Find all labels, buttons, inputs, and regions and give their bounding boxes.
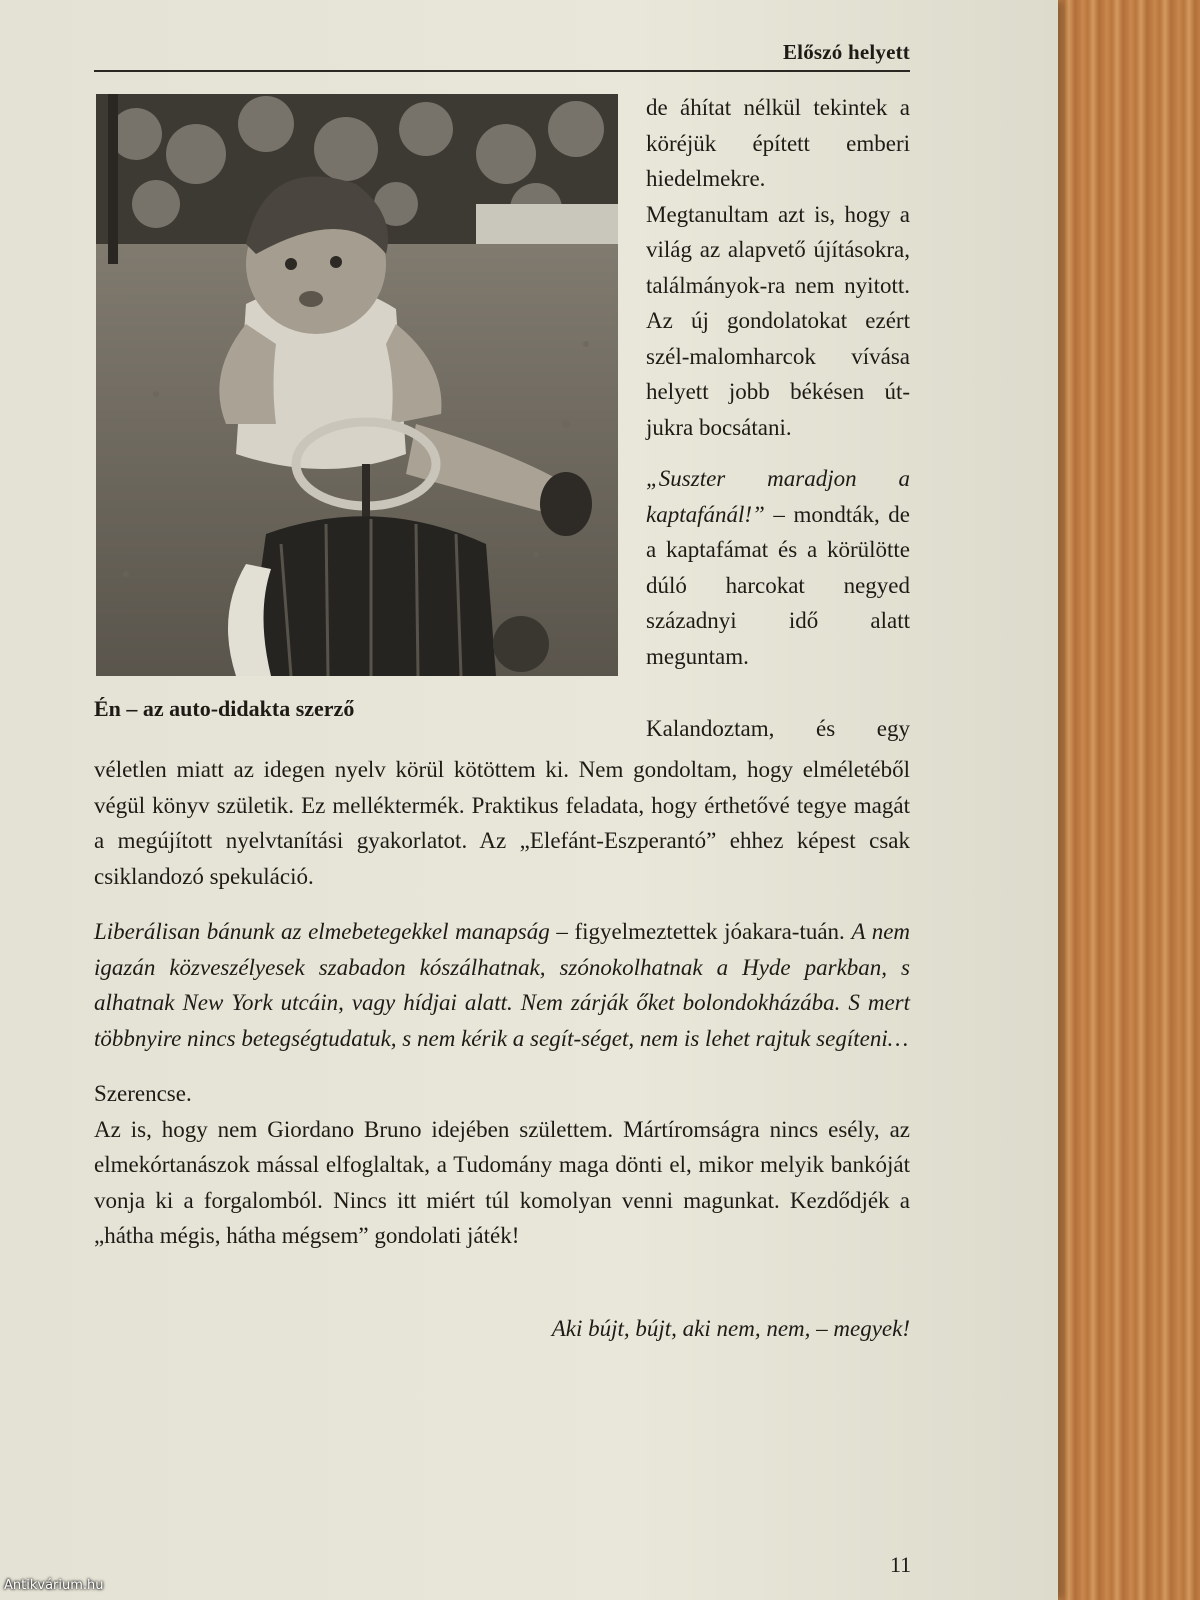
quote-text: „Suszter maradjon a kaptafánál!” – (646, 466, 910, 527)
running-header (94, 36, 910, 72)
body-paragraph-1: véletlen miatt az idegen nyelv körül kötöttem ki. Nem gondoltam, hogy elméletéből végül könyv születik. Ez melléktermék. Praktikus feladata, hogy érthetővé tegye magát a megújított nyelvtanítási gyakorlatot. Az „Elefánt-Eszperantó” ehhez képest csak csiklandozó spekuláció. (94, 757, 910, 889)
header-title: Előszó helyett (782, 40, 910, 64)
side-paragraph-3 (646, 461, 910, 674)
side-lead-line: Kalandoztam, és egy (646, 716, 910, 741)
paragraph-gap (646, 445, 910, 461)
body-normal: figyelmeztettek jóakara-tuán. (567, 919, 852, 944)
main-body (94, 752, 910, 1254)
paragraph-gap (94, 1056, 910, 1076)
body-italic-a: Liberálisan bánunk az elmebetegekkel manapság – (94, 919, 568, 944)
signoff-line: Aki bújt, bújt, aki nem, nem, – megyek! (551, 1316, 910, 1341)
body-paragraph-2 (94, 914, 910, 1056)
page-number: 11 (890, 1552, 912, 1577)
watermark: Antikvárium.hu (4, 1578, 104, 1593)
wooden-background (1058, 0, 1200, 1600)
paragraph-gap (94, 894, 910, 914)
body-paragraph-3: Az is, hogy nem Giordano Bruno idejében születtem. Mártíromságra nincs esély, az elmekórtanászok mással elfoglaltak, a Tudomány maga dönti el, mikor melyik bankóját vonja ki a forgalomból. Nincs itt miért túl komolyan venni magunkat. Kezdődjék a „hátha mégis, hátha mégsem” gondolati játék! (94, 1116, 910, 1248)
body-paragraph-3-first-line: Szerencse. (94, 1081, 192, 1106)
photo-caption: Én – az auto-didakta szerző (94, 696, 355, 721)
side-paragraph-2: Megtanultam azt is, hogy a világ az alapvető újításokra, találmányok-ra nem nyitott. Az új gondolatokat ezért szél-malomharcok vívása helyett jobb békésen út-jukra bocsátani. (646, 201, 910, 440)
body-italic-b: A nem igazán közveszélyesek szabadon kószálhatnak, szónokolhatnak a Hyde parkban, s alhatnak New York utcáin, vagy hídjai alatt. Nem zárják őket bolondokházába. S mert többnyire nincs betegségtudatuk, s nem kérik a segít-séget, nem is lehet rajtuk segíteni… (94, 919, 911, 1051)
side-column (646, 90, 910, 674)
child-on-toy-car-photo-icon (96, 94, 618, 676)
side-paragraph-1: de áhítat nélkül tekintek a köréjük épített emberi hiedelmekre. (646, 95, 910, 191)
side-paragraph-3-rest: mondták, de a kaptafámat és a körülötte dúló harcokat negyed századnyi idő alatt meguntam. (646, 501, 910, 669)
child-photo (96, 94, 618, 676)
